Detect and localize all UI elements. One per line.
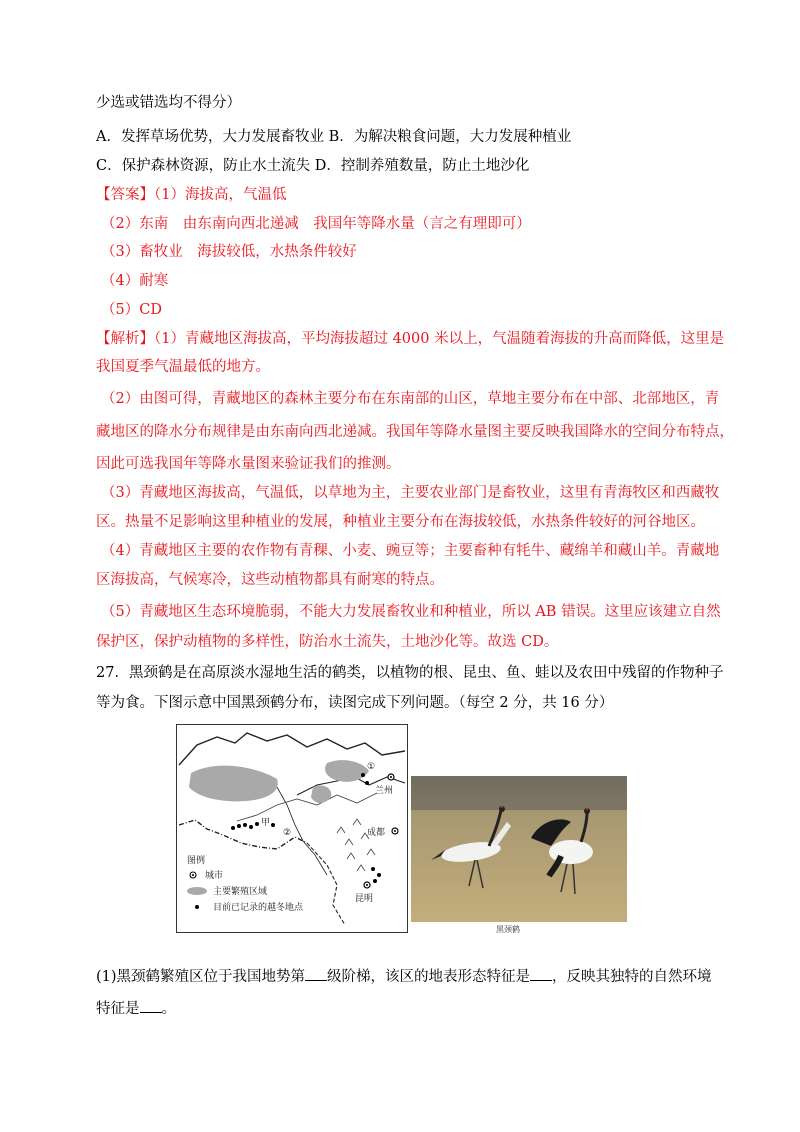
sub1-text-2: 级阶梯，该区的地表形态特征是: [327, 969, 531, 985]
answer-blank-1[interactable]: [305, 966, 327, 981]
sub1-text-4: 特征是: [96, 1001, 140, 1017]
northern-boundary: [179, 733, 405, 765]
analysis-2-line-2: 藏地区的降水分布规律是由东南向西北递减。我国年等降水量图主要反映我国降水的空间分布特点，: [96, 424, 734, 440]
answer-blank-2[interactable]: [530, 966, 552, 981]
place-label-jia: 甲: [261, 818, 271, 828]
q27-line-1: 27．黑颈鹤是在高原淡水湿地生活的鹤类，以植物的根、昆虫、鱼、蛙以及农田中残留的作物种子: [96, 665, 724, 681]
legend-title: 图例: [187, 856, 206, 866]
answer-1: （1）海拔高，气温低: [154, 187, 287, 203]
marker-2: ②: [283, 828, 292, 838]
city-label-lanzhou: 兰州: [375, 786, 394, 796]
east-boundary: [307, 843, 345, 925]
sub1-line-2: [96, 998, 176, 1019]
sub1-text-1: (1)黑颈鹤繁殖区位于我国地势第: [96, 969, 306, 985]
analysis-2-line-3: 因此可选我国年等降水量图来验证我们的推测。: [96, 456, 401, 472]
legend-breeding-icon: [187, 887, 207, 895]
answer-blank-3[interactable]: [140, 998, 162, 1013]
answer-2: （2）东南 由东南向西北递减 我国年等降水量（言之有理即可）: [101, 216, 531, 232]
analysis-1-text: （1）青藏地区海拔高，平均海拔超过 4000 米以上，气温随着海拔的升高而降低，这里是: [154, 331, 725, 347]
answer-label: 【答案】: [96, 187, 154, 203]
breeding-region-middle: [311, 785, 331, 803]
legend-winter: 目前已记录的越冬地点: [213, 903, 304, 913]
analysis-4-line-1: （4）青藏地区主要的农作物有青稞、小麦、豌豆等；主要畜种有牦牛、藏绵羊和藏山羊。青藏地: [101, 543, 720, 559]
analysis-1-line-1: [96, 329, 724, 349]
legend-breeding: 主要繁殖区域: [213, 887, 268, 897]
analysis-label: 【解析】: [96, 331, 154, 347]
answer-4: （4）耐寒: [101, 273, 169, 289]
sub1-text-3: ，反映其独特的自然环境: [552, 969, 712, 985]
crane-distribution-map: [176, 724, 408, 933]
analysis-3-line-1: （3）青藏地区海拔高，气温低，以草地为主，主要农业部门是畜牧业，这里有青海牧区和西藏牧: [101, 485, 720, 501]
answer-3: （3）畜牧业 海拔较低，水热条件较好: [101, 244, 357, 260]
analysis-1-line-2: 我国夏季气温最低的地方。: [96, 359, 270, 375]
answer-5: （5）CD: [101, 302, 162, 318]
mountain-symbols: [337, 819, 375, 871]
sub1-line-1: [96, 966, 712, 987]
analysis-2-line-1: （2）由图可得，青藏地区的森林主要分布在东南部的山区，草地主要分布在中部、北部地区，青: [101, 391, 720, 407]
breeding-region-west: [189, 766, 278, 802]
answer-line-1: [96, 185, 286, 205]
map-drawing: [177, 725, 407, 932]
marker-1: ①: [367, 762, 376, 772]
city-label-chengdu: 成都: [367, 828, 386, 838]
analysis-3-line-2: 区。热量不足影响这里种植业的发展，种植业主要分布在海拔较低，水热条件较好的河谷地区。: [96, 514, 705, 530]
sub1-text-5: 。: [161, 1001, 176, 1017]
legend-winter-icon: [195, 905, 199, 909]
crane-photo: [411, 776, 627, 922]
options-a-b: A．发挥草场优势，大力发展畜牧业 B．为解决粮食问题，大力发展种植业: [96, 129, 572, 145]
analysis-4-line-2: 区海拔高，气候寒冷，这些动植物都具有耐寒的特点。: [96, 572, 444, 588]
city-label-kunming: 昆明: [355, 894, 374, 904]
q27-line-2: 等为食。下图示意中国黑颈鹤分布，读图完成下列问题。（每空 2 分，共 16 分）: [96, 695, 614, 711]
legend-city: 城市: [205, 871, 224, 881]
analysis-5-line-2: 保护区，保护动植物的多样性，防治水土流失，土地沙化等。故选 CD。: [96, 634, 559, 650]
photo-caption: 黑颈鹤: [496, 925, 520, 934]
analysis-5-line-1: （5）青藏地区生态环境脆弱，不能大力发展畜牧业和种植业，所以 AB 错误。这里应该建立自然: [101, 604, 721, 620]
crane-photo-drawing: [411, 776, 627, 922]
breeding-region-north: [325, 760, 369, 782]
question-options-tail: 少选或错选均不得分）: [96, 95, 241, 111]
options-c-d: C．保护森林资源，防止水土流失 D．控制养殖数量，防止土地沙化: [96, 158, 530, 174]
